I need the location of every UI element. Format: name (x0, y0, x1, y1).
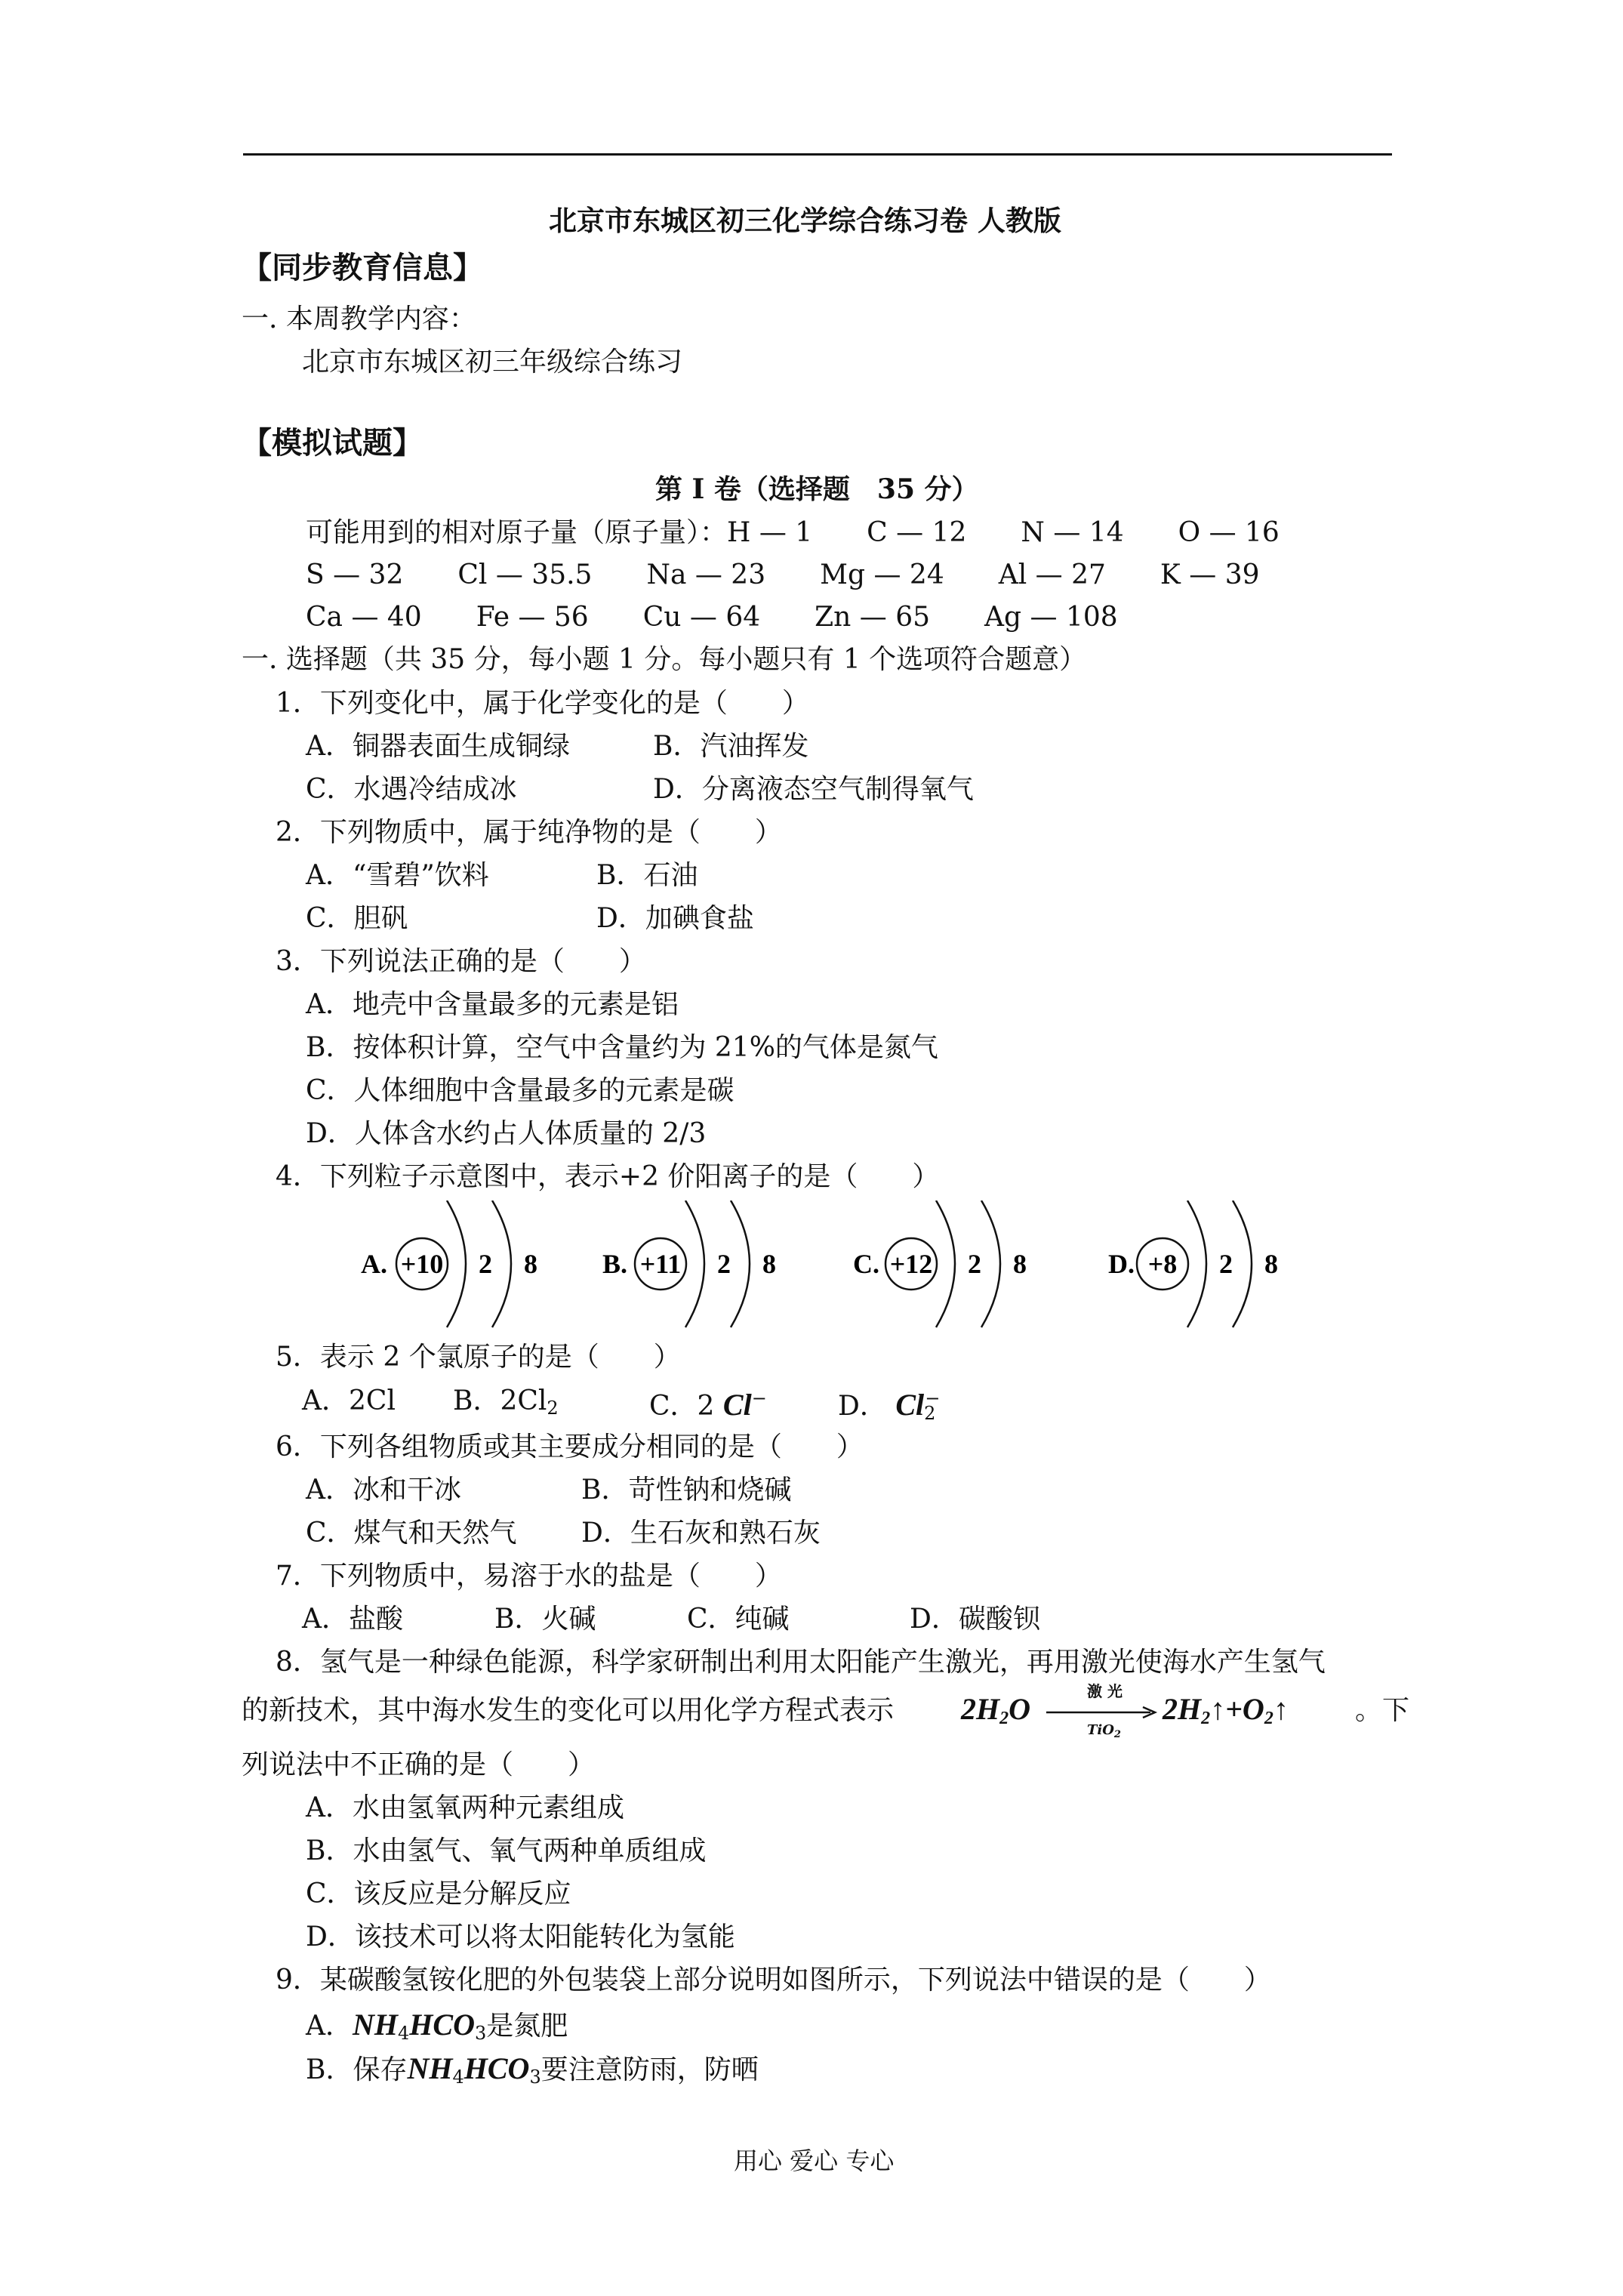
q3-option-c: C．人体细胞中含量最多的元素是碳 (306, 1075, 735, 1106)
q7-option-d: D．碳酸钡 (910, 1604, 1040, 1635)
q6-stem: 6．下列各组物质或其主要成分相同的是（ ） (276, 1432, 864, 1462)
q7-option-a: A．盐酸 (302, 1604, 403, 1635)
q2-option-a: A．“雪碧”饮料 (306, 860, 489, 891)
q8-line2-pre: 的新技术，其中海水发生的变化可以用化学方程式表示 (242, 1695, 895, 1726)
q8-products: $2H_2↑+O_2↑$ (1163, 1692, 1289, 1728)
q6-option-d: D．生石灰和熟石灰 (581, 1518, 821, 1549)
atomic-masses-line1: 可能用到的相对原子量（原子量）：H — 1 C — 12 N — 14 O — 16 (306, 517, 1280, 548)
electron-shell-arc (447, 1200, 466, 1327)
atom-b-label: B. (602, 1249, 628, 1279)
atomic-masses-line3: Ca — 40 Fe — 56 Cu — 64 Zn — 65 Ag — 108 (306, 602, 1118, 633)
electron-shell-arc (492, 1200, 511, 1327)
atom-diagram-d (1108, 1200, 1278, 1327)
q2-option-d: D．加碘食盐 (596, 903, 754, 934)
volume-title: 第 I 卷（选择题 35 分） (655, 473, 979, 505)
section1-heading: 一. 选择题（共 35 分，每小题 1 分。每小题只有 1 个选项符合题意） (242, 644, 1087, 675)
q7-option-b: B．火碱 (494, 1604, 596, 1635)
q2-option-b: B．石油 (596, 860, 698, 891)
q8-line1: 8．氢气是一种绿色能源，科学家研制出利用太阳能产生激光，再用激光使海水产生氢气 (276, 1647, 1326, 1678)
mock-heading: 【模拟试题】 (242, 425, 423, 461)
q8-reactant: $2H_2O$ (961, 1692, 1031, 1728)
q3-stem: 3．下列说法正确的是（ ） (276, 946, 646, 977)
q8-condition-bottom: TiO$_2$ (1087, 1722, 1121, 1740)
q5-option-c: C．2 Cl− (649, 1388, 767, 1422)
q4-stem: 4．下列粒子示意图中，表示+2 价阳离子的是（ ） (276, 1161, 940, 1192)
q6-option-b: B．苛性钠和烧碱 (581, 1475, 792, 1505)
q8-line3: 列说法中不正确的是（ ） (242, 1749, 596, 1780)
q8-option-d: D．该技术可以将太阳能转化为氢能 (306, 1922, 735, 1952)
atom-structure-diagrams (355, 1200, 1298, 1329)
q8-option-b: B．水由氢气、氧气两种单质组成 (306, 1835, 707, 1866)
atom-b-nucleus: +11 (639, 1249, 682, 1279)
q6-option-c: C．煤气和天然气 (306, 1518, 517, 1549)
electron-shell-arc (936, 1200, 955, 1327)
q1-option-b: B．汽油挥发 (653, 731, 809, 762)
q8-condition-top: 激 光 (1087, 1682, 1123, 1700)
q3-option-b: B．按体积计算，空气中含量约为 21%的气体是氮气 (306, 1032, 938, 1063)
atom-d-shell2: 8 (1264, 1249, 1278, 1279)
q5-option-a: A．2Cl (302, 1385, 396, 1416)
atom-c-shell2: 8 (1013, 1249, 1027, 1279)
electron-shell-arc (685, 1200, 704, 1327)
q1-stem: 1．下列变化中，属于化学变化的是（ ） (276, 688, 809, 719)
atom-b-shell2: 8 (762, 1249, 776, 1279)
electron-shell-arc (1233, 1200, 1252, 1327)
q3-option-d: D．人体含水约占人体质量的 2/3 (306, 1118, 707, 1149)
q1-option-c: C．水遇冷结成冰 (306, 774, 517, 805)
sync-info-item1: 一. 本周教学内容： (242, 304, 476, 334)
sync-info-heading: 【同步教育信息】 (242, 250, 483, 285)
q5-option-d: D． $Cl_2^-$ (838, 1388, 941, 1424)
reaction-arrow-icon (1046, 1705, 1160, 1720)
atom-d-nucleus: +8 (1147, 1249, 1178, 1279)
atom-c-label: C. (853, 1249, 879, 1279)
atom-d-shell1: 2 (1219, 1249, 1233, 1279)
q2-option-c: C．胆矾 (306, 903, 408, 934)
atom-c-shell1: 2 (968, 1249, 981, 1279)
q5-stem: 5．表示 2 个氯原子的是（ ） (276, 1342, 681, 1373)
q7-stem: 7．下列物质中，易溶于水的盐是（ ） (276, 1561, 782, 1592)
atomic-masses-line2: S — 32 Cl — 35.5 Na — 23 Mg — 24 Al — 27 K — 39 (306, 559, 1260, 590)
atom-diagram-c (853, 1200, 1027, 1327)
electron-shell-arc (981, 1200, 1000, 1327)
q8-option-c: C．该反应是分解反应 (306, 1878, 571, 1909)
q1-option-d: D．分离液态空气制得氧气 (653, 774, 974, 805)
electron-shell-arc (731, 1200, 750, 1327)
electron-shell-arc (1187, 1200, 1206, 1327)
atom-b-shell1: 2 (717, 1249, 731, 1279)
q8-line2-post: 。下 (1355, 1695, 1410, 1726)
q7-option-c: C．纯碱 (687, 1604, 790, 1635)
top-rule (243, 153, 1392, 156)
atom-a-label: A. (361, 1249, 387, 1279)
atom-a-shell1: 2 (479, 1249, 492, 1279)
q1-option-a: A．铜器表面生成铜绿 (306, 731, 570, 762)
atom-diagram-a (361, 1200, 537, 1327)
q9-stem: 9．某碳酸氢铵化肥的外包装袋上部分说明如图所示，下列说法中错误的是（ ） (276, 1965, 1271, 1996)
atom-a-nucleus: +10 (400, 1249, 444, 1279)
q8-option-a: A．水由氢氧两种元素组成 (306, 1792, 624, 1823)
atom-c-nucleus: +12 (889, 1249, 933, 1279)
q9-option-b: B．保存$NH_4HCO_3$要注意防雨，防晒 (306, 2051, 759, 2088)
atom-a-shell2: 8 (524, 1249, 537, 1279)
q5-option-b: B．$2Cl_2$ (453, 1385, 559, 1419)
sync-info-item1-text: 北京市东城区初三年级综合练习 (302, 347, 683, 378)
q3-option-a: A．地壳中含量最多的元素是铝 (306, 989, 679, 1020)
page-footer: 用心 爱心 专心 (734, 2147, 895, 2175)
q2-stem: 2．下列物质中，属于纯净物的是（ ） (276, 817, 782, 848)
atom-diagram-b (602, 1200, 776, 1327)
q9-option-a: A．$NH_4HCO_3$是氮肥 (306, 2008, 568, 2044)
page-title: 北京市东城区初三化学综合练习卷 人教版 (549, 204, 1061, 237)
q6-option-a: A．冰和干冰 (306, 1475, 461, 1505)
atom-d-label: D. (1108, 1249, 1135, 1279)
